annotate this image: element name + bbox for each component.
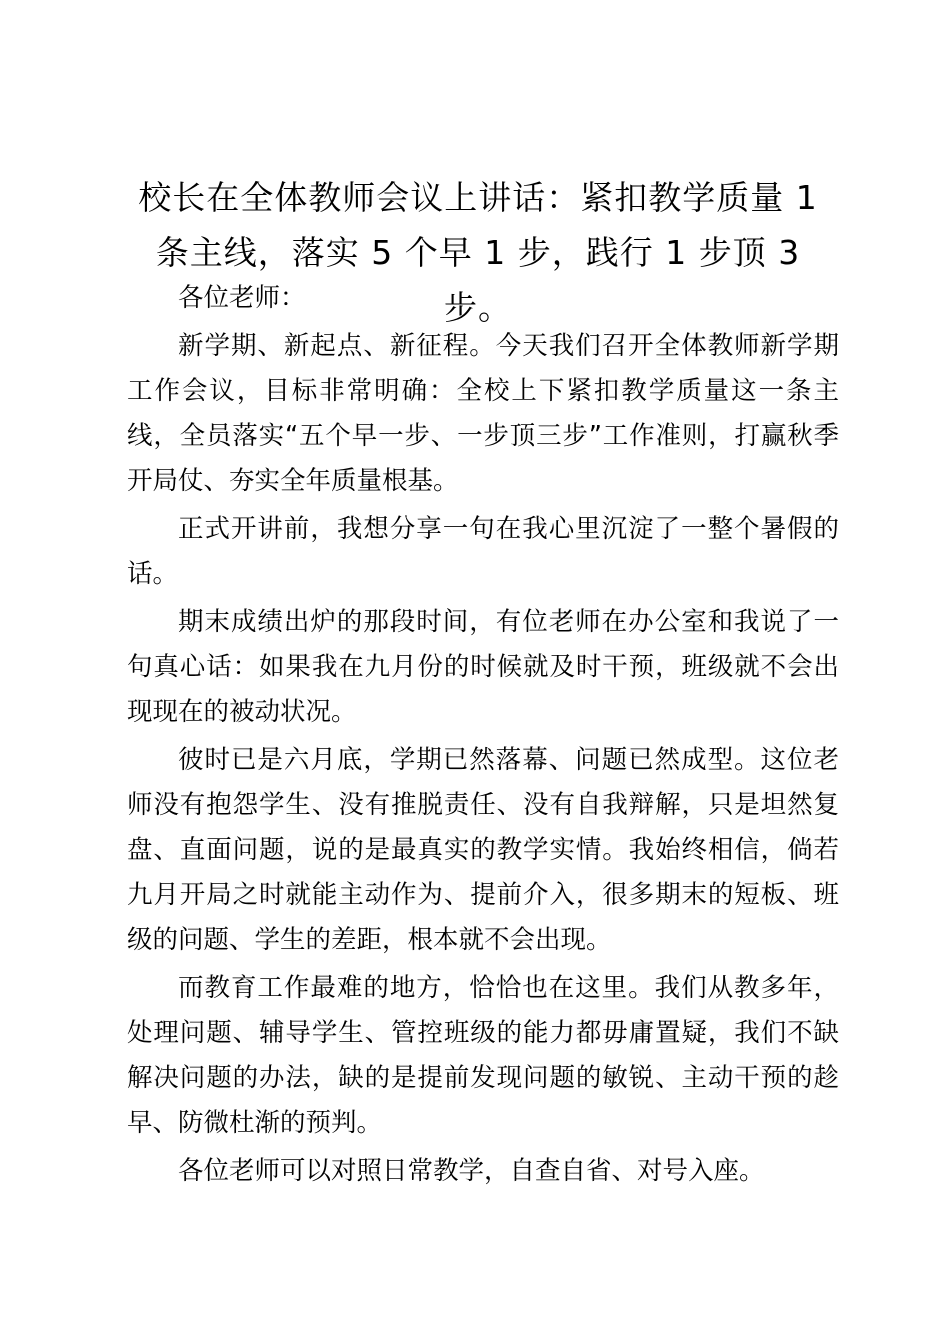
document-title: 校长在全体教师会议上讲话：紧扣教学质量 1 条主线，落实 5 个早 1 步，践行 1 步顶 3 步。 xyxy=(138,178,818,327)
document-body xyxy=(127,276,839,1197)
paragraph: 而教育工作最难的地方，恰恰也在这里。我们从教多年，处理问题、辅导学生、管控班级的能力都毋庸置疑，我们不缺解决问题的办法，缺的是提前发现问题的敏锐、主动干预的趁早、防微杜渐的预判。 xyxy=(127,973,839,1138)
paragraph: 新学期、新起点、新征程。今天我们召开全体教师新学期工作会议，目标非常明确：全校上下紧扣教学质量这一条主线，全员落实“五个早一步、一步顶三步”工作准则，打赢秋季开局仗、夯实全年质量根基。 xyxy=(127,331,839,496)
salutation: 各位老师： xyxy=(178,283,306,313)
paragraph: 各位老师可以对照日常教学，自查自省、对号入座。 xyxy=(178,1156,765,1186)
paragraph: 正式开讲前，我想分享一句在我心里沉淀了一整个暑假的话。 xyxy=(127,514,839,589)
paragraph: 彼时已是六月底，学期已然落幕、问题已然成型。这位老师没有抱怨学生、没有推脱责任、没有自我辩解，只是坦然复盘、直面问题，说的是最真实的教学实情。我始终相信，倘若九月开局之时就能主动作为、提前介入，很多期末的短板、班级的问题、学生的差距，根本就不会出现。 xyxy=(127,745,839,955)
paragraph: 期末成绩出炉的那段时间，有位老师在办公室和我说了一句真心话：如果我在九月份的时候就及时干预，班级就不会出现现在的被动状况。 xyxy=(127,607,839,727)
